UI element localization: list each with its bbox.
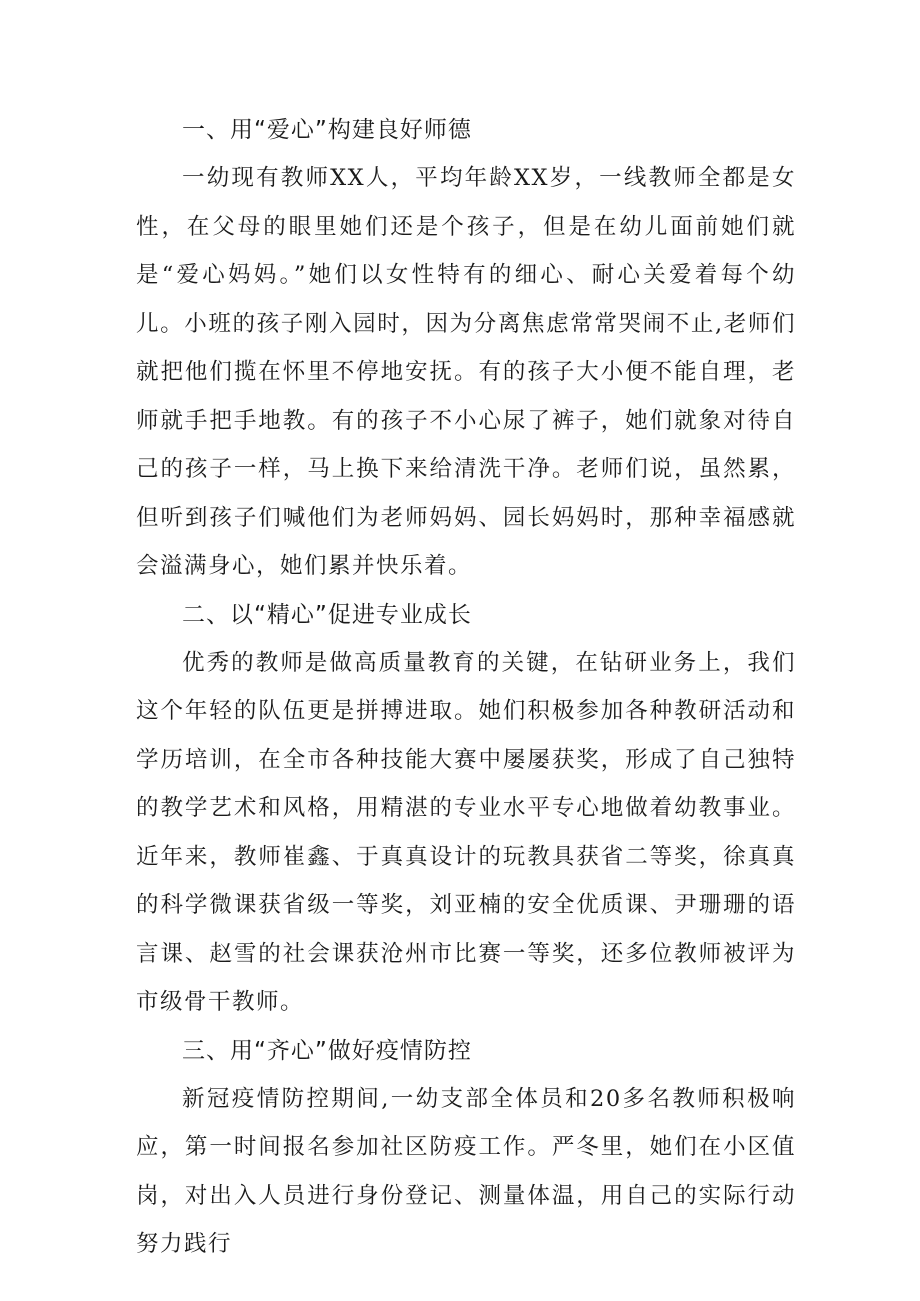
section-3-heading: 三、用“齐心”做好疫情防控 — [182, 1037, 472, 1064]
section-1-paragraph: 一幼现有教师XX人，平均年龄XX岁，一线教师全都是女性，在父母的眼里她们还是个孩子，但是在幼儿面前她们就是“爱心妈妈。”她们以女性特有的细心、耐心关爱着每个幼儿。小班的孩子刚入园时，因为分离焦虑常常哭闹不止,老师们就把他们揽在怀里不停地安抚。有的孩子大小便不能自理，老师就手把手地教。有的孩子不小心尿了裤子，她们就象对待自己的孩子一样，马上换下来给清洗干净。老师们说，虽然累，但听到孩子们喊他们为老师妈妈、园长妈妈时，那种幸福感就会溢满身心，她们累并快乐着。 — [136, 165, 796, 579]
document-body — [136, 106, 796, 1269]
section-1-heading: 一、用“爱心”构建良好师德 — [182, 117, 472, 143]
section-2-heading: 二、以“精心”促进专业成长 — [182, 601, 472, 628]
section-2-paragraph: 优秀的教师是做高质量教育的关键，在钻研业务上，我们这个年轻的队伍更是拼搏进取。她们积极参加各种教研活动和学历培训，在全市各种技能大赛中屡屡获奖，形成了自己独特的教学艺术和风格，用精湛的专业水平专心地做着幼教事业。近年来，教师崔鑫、于真真设计的玩教具获省二等奖，徐真真的科学微课获省级一等奖，刘亚楠的安全优质课、尹珊珊的语言课、赵雪的社会课获沧州市比赛一等奖，还多位教师被评为市级骨干教师。 — [136, 649, 796, 1015]
section-3-paragraph: 新冠疫情防控期间,一幼支部全体员和20多名教师积极响应，第一时间报名参加社区防疫工作。严冬里，她们在小区值岗，对出入人员进行身份登记、测量体温，用自己的实际行动努力践行 — [136, 1085, 796, 1257]
